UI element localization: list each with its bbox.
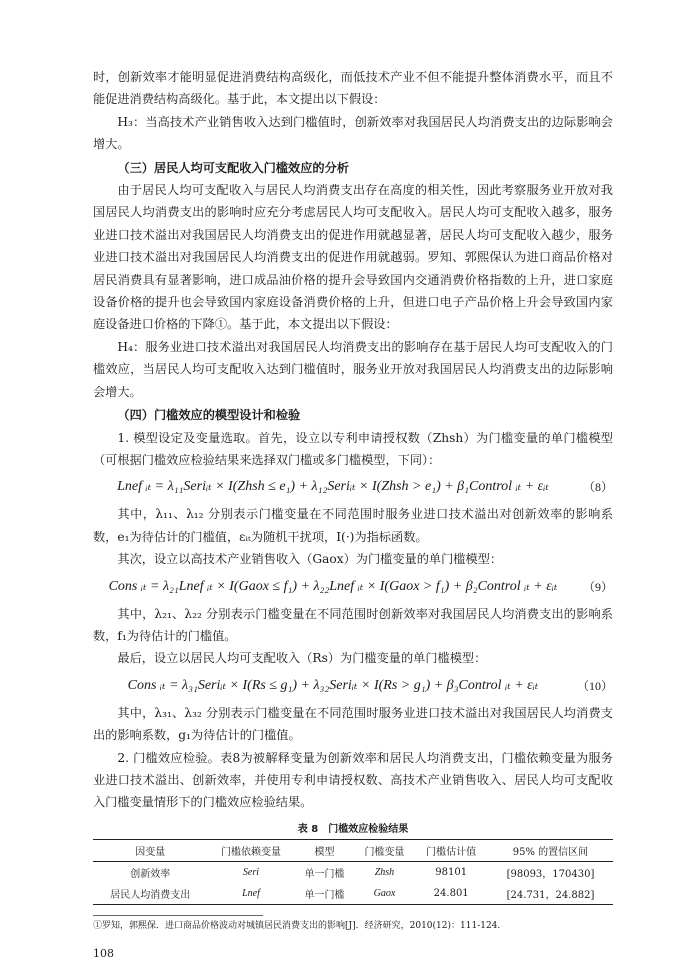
table-cell: [24.731，24.882] — [488, 883, 613, 905]
table-cell: Zhsh — [374, 866, 395, 878]
hypothesis-h4: H₄：服务业进口技术溢出对我国居民人均消费支出的影响存在基于居民人均可支配收入的门槛效应，当居民人均可支配收入达到门槛值时，服务业开放对我国居民人均消费支出的边际影响会增大。 — [93, 339, 613, 399]
table-header-row — [93, 839, 613, 861]
table-row — [93, 861, 613, 883]
paragraph-10: 其中，λ₃₁、λ₃₂ 分别表示门槛变量在不同范围时服务业进口技术溢出对我国居民人均消费支出的影响系数，g₁为待估计的门槛值。 — [93, 705, 613, 743]
table-cell: 98101 — [435, 866, 468, 878]
paragraph-9: 最后，设立以居民人均可支配收入（Rs）为门槛变量的单门槛模型： — [117, 651, 487, 666]
hypothesis-h3: H₃：当高技术产业销售收入达到门槛值时，创新效率对我国居民人均消费支出的边际影响会增大。 — [93, 114, 613, 152]
equation-10-number: （10） — [576, 678, 613, 693]
table-header-cell: 门槛依赖变量 — [207, 839, 294, 861]
paragraph-1: 时，创新效率才能明显促进消费结构高级化，而低技术产业不但不能提升整体消费水平，而且不能促进消费结构高级化。基于此，本文提出以下假设： — [93, 70, 613, 107]
table-header-cell: 门槛估计值 — [414, 839, 488, 861]
table-cell: 单一门槛 — [295, 883, 355, 905]
table-header-cell: 门槛变量 — [354, 839, 414, 861]
footnote-divider — [93, 915, 263, 916]
equation-10-body: Cons ᵢₜ = λ₃₁Seriᵢₜ × I(Rs ≤ g₁) + λ₃₂Seriᵢₜ × I(Rs > g₁) + β₃Control ᵢₜ + εᵢₜ — [127, 677, 539, 693]
footnote: ①罗知，郭熙保．进口商品价格波动对城镇居民消费支出的影响[J]．经济研究，2010(12)：111-124. — [93, 920, 501, 931]
section-heading-3-text: （三）居民人均可支配收入门槛效应的分析 — [117, 160, 349, 175]
equation-8 — [93, 473, 613, 501]
paragraph-11: 2. 门槛效应检验。表8为被解释变量为创新效率和居民人均消费支出，门槛依赖变量为服务业进口技术溢出、创新效率，并使用专利申请授权数、高技术产业销售收入、居民人均可支配收入门槛变量情形下的门槛效应检验结果。 — [93, 750, 613, 810]
table-header-cell: 因变量 — [93, 839, 207, 861]
threshold-test-table — [93, 839, 613, 905]
table-cell: Seri — [242, 866, 260, 878]
table-cell: [98093，170430] — [506, 868, 595, 880]
paragraph-8: 其中，λ₂₁、λ₂₂ 分别表示门槛变量在不同范围时创新效率对我国居民人均消费支出的影响系数，f₁为待估计的门槛值。 — [93, 606, 613, 643]
table-cell: 单一门槛 — [304, 868, 345, 880]
equation-8-body: Lnef ᵢₜ = λ₁₁Seriᵢₜ × I(Zhsh ≤ e₁) + λ₁₂Seriᵢₜ × I(Zhsh > e₁) + β₁Control ᵢₜ + εᵢₜ — [117, 479, 549, 495]
table-cell: 24.801 — [414, 883, 488, 905]
equation-9 — [93, 573, 613, 601]
paragraph-7: 其次，设立以高技术产业销售收入（Gaox）为门槛变量的单门槛模型： — [117, 552, 503, 567]
section-heading-4-text: （四）门槛效应的模型设计和检验 — [117, 408, 301, 423]
table-cell: 居民人均消费支出 — [93, 883, 207, 905]
paragraph-3: 由于居民人均可支配收入与居民人均消费支出存在高度的相关性，因此考察服务业开放对我国居民人均消费支出的影响时应充分考虑居民人均可支配收入。居民人均可支配收入越多，服务业进口技术溢出对我国居民人均消费支出的促进作用就越显著，居民人均可支配收入越少，服务业进口技术溢出对我国居民人均消费支出的促进作用就越弱。罗知、郭熙保认为进口商品价格对居民消费具有显著影响，进口成品油价格的提升会导致国内交通消费价格指数的上升，进口家庭设备价格的提升也会导致国内家庭设备消费价格的上升，但进口电子产品价格上升会导致国内家庭设备进口价格的下降①。基于此，本文提出以下假设： — [93, 183, 613, 332]
paragraph-6: 其中，λ₁₁、λ₁₂ 分别表示门槛变量在不同范围时服务业进口技术溢出对创新效率的影响系数，e₁为待估计的门槛值，εᵢₜ为随机干扰项，I(·)为指标函数。 — [93, 507, 613, 544]
table-row — [93, 883, 613, 905]
table-header-cell: 模型 — [295, 839, 355, 861]
page-number: 108 — [93, 946, 114, 960]
equation-10 — [93, 672, 613, 700]
section-heading-3 — [93, 157, 613, 179]
table-cell: Lnef — [207, 883, 294, 905]
section-heading-4 — [93, 404, 613, 426]
equation-9-body: Cons ᵢₜ = λ₂₁Lnef ᵢₜ × I(Gaox ≤ f₁) + λ₂₂Lnef ᵢₜ × I(Gaox > f₁) + β₂Control ᵢₜ + εᵢₜ — [108, 578, 558, 594]
equation-9-number: （9） — [582, 579, 613, 594]
paper-page — [93, 66, 613, 960]
table-cell: Gaox — [354, 883, 414, 905]
table-cell: 创新效率 — [130, 868, 171, 880]
paragraph-5: 1. 模型设定及变量选取。首先，设立以专利申请授权数（Zhsh）为门槛变量的单门槛模型（可根据门槛效应检验结果来选择双门槛或多门槛模型，下同）： — [93, 430, 613, 467]
equation-8-number: （8） — [582, 480, 613, 495]
table-caption: 表 8 门槛效应检验结果 — [297, 823, 409, 835]
table-header-cell: 95% 的置信区间 — [488, 839, 613, 861]
